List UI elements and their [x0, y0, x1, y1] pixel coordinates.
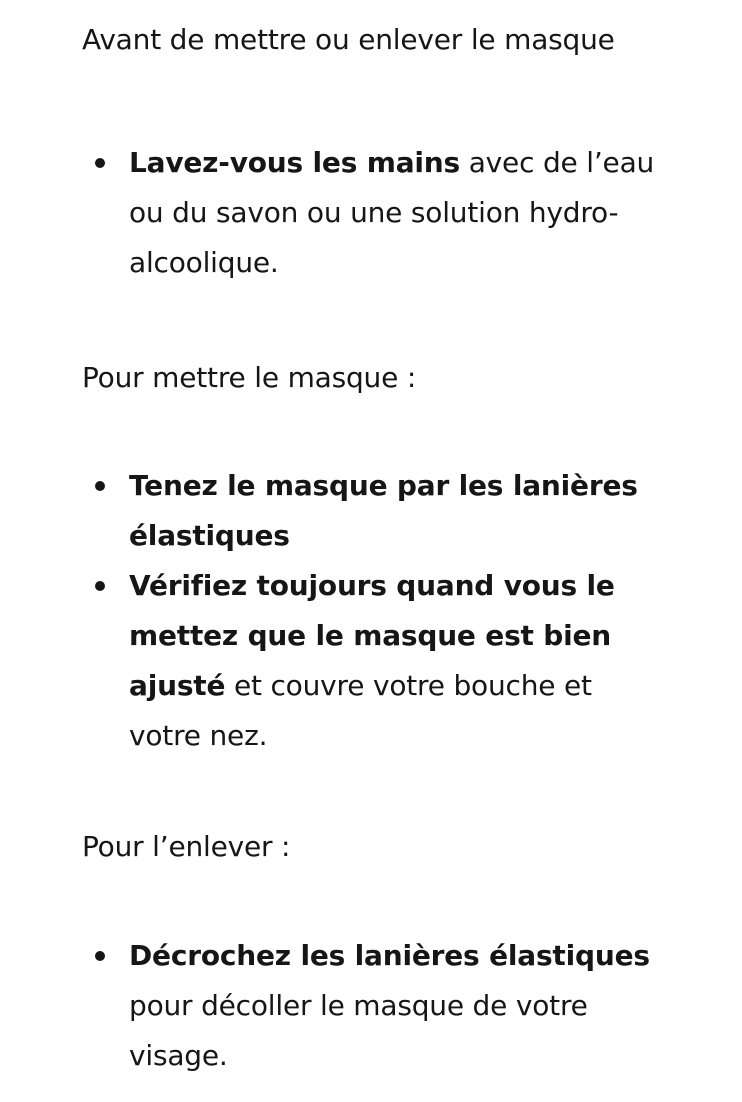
item-text: et couvre votre bouche et votre nez.	[129, 669, 592, 752]
bullet-icon	[95, 951, 105, 961]
item-text: avec de l’eau ou du savon ou une solution hydro-alcoolique.	[129, 146, 655, 279]
hand-washing-list	[82, 138, 672, 288]
item-text: pour décoller le masque de votre visage.	[129, 989, 588, 1072]
item-bold-text: Vérifiez toujours quand vous le mettez que le masque est bien ajusté	[129, 569, 615, 702]
put-on-list	[82, 461, 672, 761]
list-item	[82, 461, 672, 561]
item-bold-text: Décrochez les lanières élastiques	[129, 939, 650, 972]
list-item	[82, 138, 672, 288]
section-heading-take-off: Pour l’enlever :	[82, 830, 291, 863]
take-off-list	[82, 931, 672, 1081]
bullet-icon	[95, 158, 105, 168]
item-bold-text: Lavez-vous les mains	[129, 146, 461, 179]
intro-text: Avant de mettre ou enlever le masque	[82, 23, 615, 56]
item-bold-text: Tenez le masque par les lanières élastiques	[129, 469, 638, 552]
bullet-icon	[95, 481, 105, 491]
bullet-icon	[95, 581, 105, 591]
list-item	[82, 931, 672, 1081]
list-item	[82, 561, 672, 761]
article-content	[82, 0, 672, 1081]
section-heading-put-on: Pour mettre le masque :	[82, 361, 417, 394]
